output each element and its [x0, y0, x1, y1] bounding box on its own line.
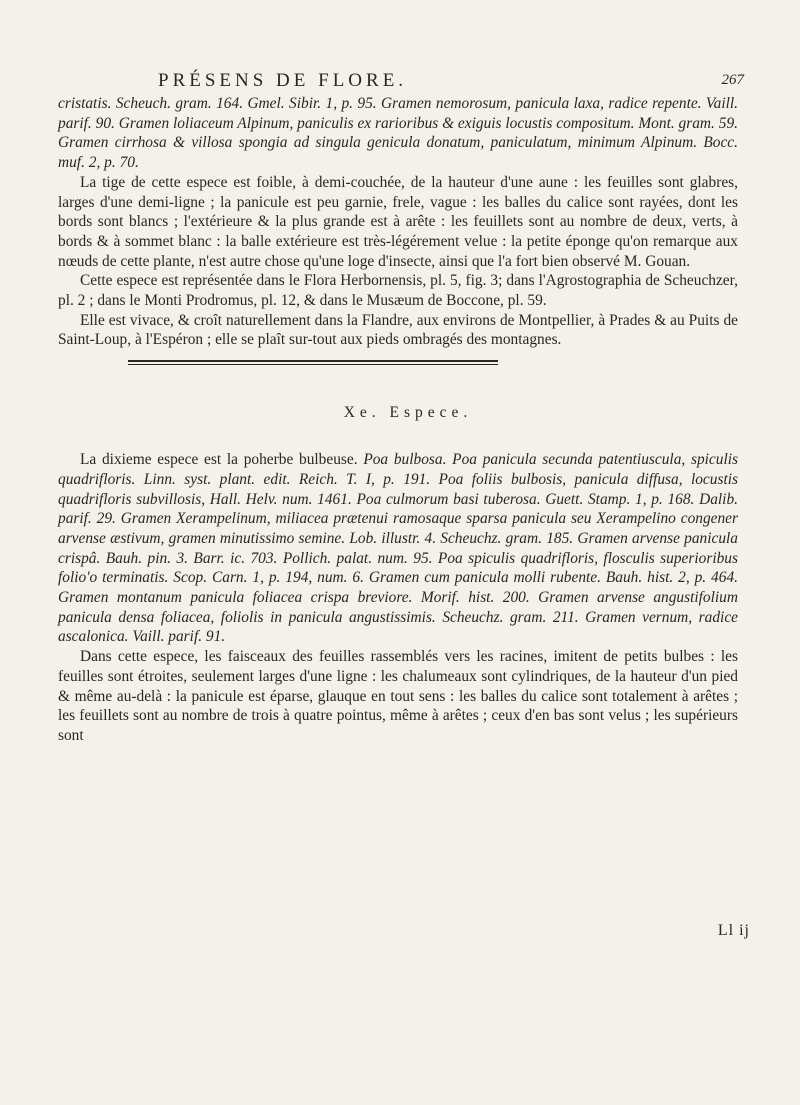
description-paragraph-1: La tige de cette espece est foible, à demi-couchée, de la hauteur d'une aune : les feuilles sont glabres, larges d'une demi-ligne ; la panicule est peu garnie, frele, vague : les balles du calice sont rayées, dont les bords sont blancs ; l'extérieure & la plus grande est à arête : les feuillets sont au nombre de deux, verts, à bords & à sommet blanc : la balle extérieure est très-légérement velue : la petite éponge qu'on remarque aux nœuds de cette plante, n'est autre chose qu'une loge d'insecte, ainsi que l'a fort bien observé M. Gouan.	[58, 173, 738, 270]
synonyms-paragraph-2: Poa bulbosa. Poa panicula secunda patentiuscula, spiculis quadrifloris. Linn. syst. plant. edit. Reich. T. I, p. 191. Poa foliis bulbosis, panicula diffusa, locustis quadrifloris subvillosis, Hall. Helv. num. 1461. Poa culmorum basi tuberosa. Guett. Stamp. 1, p. 168. Dalib. parif. 29. Gramen Xerampelinum, miliacea prætenui ramosaque sparsa panicula seu Xerampelino congener arvense æstivum, gramen minutissimo semine. Lob. illustr. 4. Scheuchz. gram. 185. Gramen arvense panicula crispâ. Bauh. pin. 3. Barr. ic. 703. Pollich. palat. num. 95. Poa spiculis quadrifloris, flosculis superioribus folio'o terminatis. Scop. Carn. 1, p. 194, num. 6. Gramen cum panicula molli rubente. Bauh. hist. 2, p. 464. Gramen montanum panicula foliacea crispa breviore. Morif. hist. 200. Gramen arvense angustifolium panicula densa foliacea, foliolis in panicula angustissimis. Scheuchz. gram. 211. Gramen vernum, radice ascalonica. Vaill. parif. 91.	[58, 451, 738, 646]
habitat-paragraph: Elle est vivace, & croît naturellement dans la Flandre, aux environs de Montpellier, à Prades & au Puits de Saint-Loup, à l'Espéron ; elle se plaît sur-tout aux pieds ombragés des montagnes.	[58, 311, 738, 349]
section-heading: Xe. Espece.	[343, 404, 473, 422]
species-intro-text: La dixieme espece est la poherbe bulbeuse.	[80, 451, 358, 469]
figures-paragraph: Cette espece est représentée dans le Flora Herbornensis, pl. 5, fig. 3; dans l'Agrostographia de Scheuchzer, pl. 2 ; dans le Monti Prodromus, pl. 12, & dans le Musæum de Boccone, pl. 59.	[58, 272, 738, 310]
page-number: 267	[721, 72, 744, 88]
running-title: PRÉSENS DE FLORE.	[158, 70, 408, 91]
description-paragraph-2: Dans cette espece, les faisceaux des feuilles rassemblés vers les racines, imitent de petits bulbes : les feuilles sont étroites, seulement larges d'une ligne : les chalumeaux sont cylindriques, de la hauteur d'un pied & même au-delà : la panicule est éparse, glauque en tout sens : les balles du calice sont totalement à arêtes ; les feuillets sont au nombre de trois à quatre pointus, même à arêtes ; ceux d'en bas sont velus ; les supérieurs sont	[58, 648, 738, 744]
signature-mark: Ll ij	[717, 922, 750, 939]
synonyms-paragraph-1: cristatis. Scheuch. gram. 164. Gmel. Sibir. 1, p. 95. Gramen nemorosum, panicula laxa, radice repente. Vaill. parif. 90. Gramen loliaceum Alpinum, paniculis ex rarioribus & exiguis locustis compositum. Mont. gram. 59. Gramen cirrhosa & villosa spongia ad singula genicula donatum, paniculatum, minimum Alpinum. Bocc. muf. 2, p. 70.	[58, 95, 738, 172]
section-divider	[58, 350, 738, 404]
species-intro	[58, 450, 738, 647]
running-head	[58, 70, 744, 94]
divider-rule	[128, 360, 498, 362]
page-body	[58, 70, 744, 746]
